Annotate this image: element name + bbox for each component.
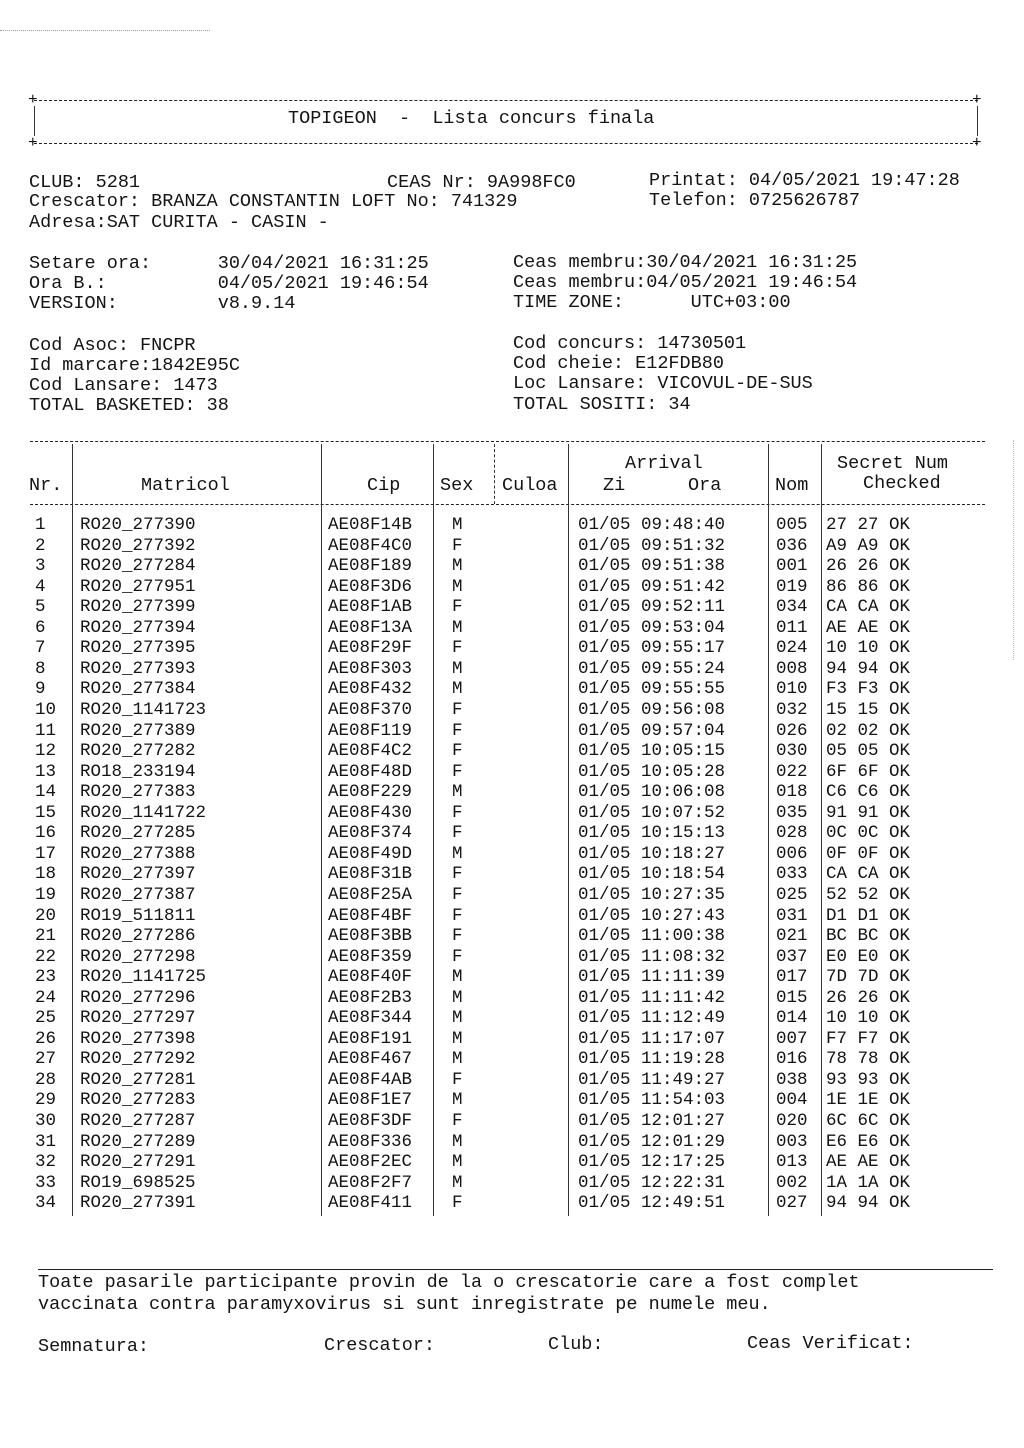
cell-matricol: RO19_511811	[80, 905, 196, 926]
cell-arrival: 01/05 11:00:38	[578, 926, 726, 946]
cell-secret-checked: AE AE OK	[826, 617, 911, 638]
cell-matricol: RO20_277392	[80, 535, 196, 556]
total-arrived: TOTAL SOSITI: 34	[513, 394, 691, 415]
cell-sex: F	[452, 1193, 463, 1214]
title-box-bottom-border	[34, 143, 978, 144]
release-location: Loc Lansare: VICOVUL-DE-SUS	[513, 373, 813, 394]
title-box-left-border	[34, 106, 35, 136]
table-header-separator	[30, 504, 985, 505]
cell-arrival: 01/05 11:19:28	[578, 1049, 726, 1070]
cell-cip: AE08F119	[328, 720, 413, 741]
cell-nr: 16	[35, 823, 57, 844]
cell-nom: 016	[776, 1049, 808, 1070]
cell-nr: 8	[35, 658, 46, 679]
cell-matricol: RO20_277283	[80, 1090, 196, 1111]
cell-arrival: 01/05 11:54:03	[578, 1090, 726, 1111]
cell-arrival: 01/05 11:49:27	[578, 1069, 726, 1090]
cell-cip: AE08F229	[328, 782, 413, 803]
cell-arrival: 01/05 09:56:08	[578, 700, 726, 720]
cell-cip: AE08F1E7	[328, 1090, 413, 1111]
cell-secret-checked: D1 D1 OK	[826, 905, 911, 926]
table-top-border	[30, 441, 985, 442]
cell-secret-checked: 0F 0F OK	[826, 843, 911, 864]
page-title: TOPIGEON - Lista concurs finala	[288, 108, 655, 129]
cell-nr: 1	[35, 515, 46, 535]
cell-sex: F	[452, 1069, 463, 1090]
cell-nom: 025	[776, 884, 808, 905]
footer-separator	[38, 1269, 993, 1270]
header-matricol: Matricol	[141, 475, 230, 496]
cell-secret-checked: CA CA OK	[826, 864, 911, 885]
cell-matricol: RO20_277390	[80, 515, 196, 535]
cell-arrival: 01/05 10:27:43	[578, 905, 726, 926]
cell-sex: F	[452, 720, 463, 741]
cell-nom: 013	[776, 1152, 808, 1173]
cell-cip: AE08F374	[328, 823, 413, 844]
header-secret-num: Secret Num	[837, 453, 949, 474]
cell-sex: F	[452, 597, 463, 618]
cell-nom: 037	[776, 946, 808, 967]
cell-nr: 26	[35, 1028, 57, 1049]
cell-nom: 019	[776, 576, 808, 597]
header-zi: Zi	[603, 475, 626, 496]
cell-nr: 5	[35, 597, 46, 618]
cell-matricol: RO20_277296	[80, 987, 196, 1008]
cell-matricol: RO20_1141723	[80, 700, 207, 720]
cell-arrival: 01/05 10:27:35	[578, 884, 726, 905]
cell-nr: 18	[35, 864, 57, 885]
cell-sex: F	[452, 1111, 463, 1131]
cell-secret-checked: 15 15 OK	[826, 700, 911, 720]
cell-secret-checked: F7 F7 OK	[826, 1028, 911, 1049]
cell-sex: F	[452, 905, 463, 926]
address: Adresa:SAT CURITA - CASIN -	[29, 212, 329, 233]
cell-secret-checked: F3 F3 OK	[826, 679, 911, 700]
corner-plus: +	[28, 134, 38, 152]
cell-nom: 028	[776, 823, 808, 844]
cell-secret-checked: 0C 0C OK	[826, 823, 911, 844]
header-nom: Nom	[775, 475, 809, 496]
cell-sex: M	[452, 515, 463, 535]
cell-nr: 31	[35, 1131, 57, 1152]
cell-secret-checked: 7D 7D OK	[826, 967, 911, 988]
cell-sex: F	[452, 535, 463, 556]
cell-nom: 031	[776, 905, 808, 926]
header-ora: Ora	[688, 475, 722, 496]
cell-nom: 007	[776, 1028, 808, 1049]
cell-cip: AE08F3BB	[328, 926, 413, 946]
cell-arrival: 01/05 10:18:27	[578, 843, 726, 864]
title-box-right-border	[977, 106, 978, 136]
clock-set-time: Setare ora: 30/04/2021 16:31:25	[29, 253, 429, 274]
cell-secret-checked: 27 27 OK	[826, 515, 911, 535]
cell-sex: F	[452, 926, 463, 946]
cell-nr: 12	[35, 741, 57, 761]
cell-cip: AE08F4AB	[328, 1069, 413, 1090]
cell-cip: AE08F3D6	[328, 576, 413, 597]
cell-matricol: RO20_277388	[80, 843, 196, 864]
software-version: VERSION: v8.9.14	[29, 293, 296, 314]
cell-matricol: RO20_277951	[80, 576, 196, 597]
cell-cip: AE08F344	[328, 1008, 413, 1029]
cell-arrival: 01/05 09:53:04	[578, 617, 726, 638]
cell-arrival: 01/05 10:18:54	[578, 864, 726, 885]
cell-nr: 13	[35, 761, 57, 782]
col-divider	[72, 444, 73, 1216]
cell-secret-checked: 52 52 OK	[826, 884, 911, 905]
marking-id: Id marcare:1842E95C	[29, 355, 240, 376]
cell-arrival: 01/05 11:12:49	[578, 1008, 726, 1029]
phone-number: Telefon: 0725626787	[649, 190, 860, 211]
cell-arrival: 01/05 10:15:13	[578, 823, 726, 844]
cell-matricol: RO20_277282	[80, 741, 196, 761]
cell-matricol: RO20_277394	[80, 617, 196, 638]
cell-nr: 11	[35, 720, 57, 741]
cell-secret-checked: 26 26 OK	[826, 556, 911, 577]
cell-sex: M	[452, 782, 463, 803]
header-arrival: Arrival	[625, 453, 703, 474]
header-checked: Checked	[863, 473, 941, 494]
cell-nr: 9	[35, 679, 46, 700]
cell-matricol: RO20_277289	[80, 1131, 196, 1152]
cell-nom: 015	[776, 987, 808, 1008]
total-basketed: TOTAL BASKETED: 38	[29, 395, 229, 416]
cell-secret-checked: 93 93 OK	[826, 1069, 911, 1090]
cell-nr: 3	[35, 556, 46, 577]
cell-sex: F	[452, 864, 463, 885]
cell-arrival: 01/05 09:57:04	[578, 720, 726, 741]
cell-nr: 10	[35, 700, 57, 720]
cell-secret-checked: 94 94 OK	[826, 1193, 911, 1214]
cell-nom: 014	[776, 1008, 808, 1029]
cell-sex: F	[452, 946, 463, 967]
cell-matricol: RO20_1141722	[80, 802, 207, 823]
cell-arrival: 01/05 09:51:38	[578, 556, 726, 577]
cell-cip: AE08F191	[328, 1028, 413, 1049]
cell-arrival: 01/05 09:51:32	[578, 535, 726, 556]
cell-cip: AE08F359	[328, 946, 413, 967]
breeder-signature-label: Crescator:	[324, 1335, 436, 1356]
cell-nom: 017	[776, 967, 808, 988]
cell-arrival: 01/05 09:51:42	[578, 576, 726, 597]
cell-nr: 22	[35, 946, 57, 967]
cell-arrival: 01/05 11:11:42	[578, 987, 726, 1008]
cell-matricol: RO20_277384	[80, 679, 196, 700]
cell-nom: 006	[776, 843, 808, 864]
cell-matricol: RO20_277398	[80, 1028, 196, 1049]
breeder-loft: Crescator: BRANZA CONSTANTIN LOFT No: 741329	[29, 191, 518, 212]
cell-arrival: 01/05 11:11:39	[578, 967, 726, 988]
cell-cip: AE08F430	[328, 802, 413, 823]
cell-secret-checked: CA CA OK	[826, 597, 911, 618]
race-code: Cod concurs: 14730501	[513, 333, 747, 354]
member-clock-1: Ceas membru:30/04/2021 16:31:25	[513, 252, 858, 273]
release-code: Cod Lansare: 1473	[29, 375, 218, 396]
cell-nr: 27	[35, 1049, 57, 1070]
key-code: Cod cheie: E12FDB80	[513, 353, 724, 374]
cell-arrival: 01/05 12:17:25	[578, 1152, 726, 1173]
corner-plus: +	[28, 91, 38, 109]
col-divider	[568, 444, 569, 1216]
cell-nom: 024	[776, 638, 808, 659]
cell-matricol: RO20_277395	[80, 638, 196, 659]
cell-cip: AE08F370	[328, 700, 413, 720]
cell-secret-checked: E6 E6 OK	[826, 1131, 911, 1152]
cell-matricol: RO19_698525	[80, 1172, 196, 1193]
header-sex: Sex	[440, 475, 474, 496]
cell-cip: AE08F29F	[328, 638, 413, 659]
cell-cip: AE08F4C2	[328, 741, 413, 761]
cell-nr: 14	[35, 782, 57, 803]
cell-sex: M	[452, 1131, 463, 1152]
cell-cip: AE08F1AB	[328, 597, 413, 618]
cell-nr: 15	[35, 802, 57, 823]
cell-nr: 28	[35, 1069, 57, 1090]
cell-matricol: RO20_277287	[80, 1111, 196, 1131]
header-cip: Cip	[367, 475, 401, 496]
cell-matricol: RO20_277391	[80, 1193, 196, 1214]
cell-sex: M	[452, 967, 463, 988]
cell-nr: 17	[35, 843, 57, 864]
cell-nr: 23	[35, 967, 57, 988]
cell-matricol: RO20_277286	[80, 926, 196, 946]
cell-cip: AE08F2EC	[328, 1152, 413, 1173]
cell-nr: 7	[35, 638, 46, 659]
cell-matricol: RO20_277292	[80, 1049, 196, 1070]
cell-cip: AE08F40F	[328, 967, 413, 988]
cell-matricol: RO20_277387	[80, 884, 196, 905]
cell-matricol: RO20_277291	[80, 1152, 196, 1173]
cell-sex: F	[452, 700, 463, 720]
cell-cip: AE08F14B	[328, 515, 413, 535]
cell-nr: 29	[35, 1090, 57, 1111]
col-divider	[321, 444, 322, 1216]
cell-arrival: 01/05 10:07:52	[578, 802, 726, 823]
signature-label: Semnatura:	[38, 1336, 150, 1357]
cell-cip: AE08F411	[328, 1193, 413, 1214]
cell-nom: 036	[776, 535, 808, 556]
cell-nom: 026	[776, 720, 808, 741]
ora-b: Ora B.: 04/05/2021 19:46:54	[29, 273, 429, 294]
cell-arrival: 01/05 10:05:28	[578, 761, 726, 782]
cell-nom: 002	[776, 1172, 808, 1193]
cell-secret-checked: 05 05 OK	[826, 741, 911, 761]
cell-arrival: 01/05 12:22:31	[578, 1172, 726, 1193]
cell-secret-checked: 26 26 OK	[826, 987, 911, 1008]
cell-sex: F	[452, 884, 463, 905]
cell-nr: 2	[35, 535, 46, 556]
cell-secret-checked: 10 10 OK	[826, 638, 911, 659]
scan-right-edge-mark	[1013, 440, 1015, 660]
cell-cip: AE08F432	[328, 679, 413, 700]
cell-secret-checked: 6F 6F OK	[826, 761, 911, 782]
cell-secret-checked: A9 A9 OK	[826, 535, 911, 556]
cell-sex: M	[452, 658, 463, 679]
cell-arrival: 01/05 12:01:27	[578, 1111, 726, 1131]
cell-nr: 32	[35, 1152, 57, 1173]
cell-nom: 003	[776, 1131, 808, 1152]
title-box-top-border	[34, 100, 978, 101]
cell-secret-checked: 86 86 OK	[826, 576, 911, 597]
cell-matricol: RO20_277393	[80, 658, 196, 679]
cell-nom: 030	[776, 741, 808, 761]
cell-sex: M	[452, 1090, 463, 1111]
cell-matricol: RO20_277383	[80, 782, 196, 803]
cell-nom: 033	[776, 864, 808, 885]
cell-cip: AE08F4BF	[328, 905, 413, 926]
cell-nom: 005	[776, 515, 808, 535]
cell-secret-checked: E0 E0 OK	[826, 946, 911, 967]
cell-matricol: RO20_277297	[80, 1008, 196, 1029]
cell-cip: AE08F303	[328, 658, 413, 679]
cell-cip: AE08F4C0	[328, 535, 413, 556]
cell-arrival: 01/05 12:01:29	[578, 1131, 726, 1152]
cell-secret-checked: 1E 1E OK	[826, 1090, 911, 1111]
cell-cip: AE08F25A	[328, 884, 413, 905]
clock-verified-label: Ceas Verificat:	[747, 1333, 914, 1354]
cell-nom: 035	[776, 802, 808, 823]
cell-sex: M	[452, 1028, 463, 1049]
printed-datetime: Printat: 04/05/2021 19:47:28	[649, 170, 960, 191]
cell-nom: 008	[776, 658, 808, 679]
cell-nr: 20	[35, 905, 57, 926]
cell-nr: 25	[35, 1008, 57, 1029]
cell-cip: AE08F13A	[328, 617, 413, 638]
cell-matricol: RO18_233194	[80, 761, 196, 782]
club-number: CLUB: 5281	[29, 172, 141, 193]
cell-cip: AE08F336	[328, 1131, 413, 1152]
club-signature-label: Club:	[548, 1334, 604, 1355]
cell-secret-checked: 94 94 OK	[826, 658, 911, 679]
cell-secret-checked: 6C 6C OK	[826, 1111, 911, 1131]
cell-nom: 038	[776, 1069, 808, 1090]
time-zone: TIME ZONE: UTC+03:00	[513, 292, 791, 313]
cell-nr: 6	[35, 617, 46, 638]
cell-nr: 21	[35, 926, 57, 946]
clock-number: CEAS Nr: 9A998FC0	[387, 172, 576, 193]
cell-cip: AE08F2F7	[328, 1172, 413, 1193]
cell-arrival: 01/05 09:48:40	[578, 515, 726, 535]
cell-arrival: 01/05 09:55:17	[578, 638, 726, 659]
col-divider	[494, 444, 495, 504]
cell-cip: AE08F49D	[328, 843, 413, 864]
cell-sex: F	[452, 741, 463, 761]
cell-sex: M	[452, 556, 463, 577]
cell-arrival: 01/05 09:55:55	[578, 679, 726, 700]
cell-nr: 34	[35, 1193, 57, 1214]
cell-cip: AE08F467	[328, 1049, 413, 1070]
cell-matricol: RO20_277285	[80, 823, 196, 844]
cell-nr: 19	[35, 884, 57, 905]
cell-arrival: 01/05 10:05:15	[578, 741, 726, 761]
cell-sex: M	[452, 1152, 463, 1173]
cell-arrival: 01/05 09:52:11	[578, 597, 726, 618]
cell-cip: AE08F3DF	[328, 1111, 413, 1131]
cell-cip: AE08F189	[328, 556, 413, 577]
cell-secret-checked: BC BC OK	[826, 926, 911, 946]
cell-nr: 24	[35, 987, 57, 1008]
cell-arrival: 01/05 12:49:51	[578, 1193, 726, 1214]
cell-secret-checked: C6 C6 OK	[826, 782, 911, 803]
cell-nom: 022	[776, 761, 808, 782]
cell-arrival: 01/05 09:55:24	[578, 658, 726, 679]
cell-sex: M	[452, 987, 463, 1008]
cell-nr: 33	[35, 1172, 57, 1193]
cell-cip: AE08F31B	[328, 864, 413, 885]
cell-nr: 30	[35, 1111, 57, 1131]
vaccination-statement-line-2: vaccinata contra paramyxovirus si sunt inregistrate pe numele meu.	[38, 1294, 771, 1315]
cell-secret-checked: AE AE OK	[826, 1152, 911, 1173]
cell-matricol: RO20_277298	[80, 946, 196, 967]
cell-secret-checked: 1A 1A OK	[826, 1172, 911, 1193]
cell-matricol: RO20_277397	[80, 864, 196, 885]
cell-nr: 4	[35, 576, 46, 597]
cell-secret-checked: 91 91 OK	[826, 802, 911, 823]
cell-nom: 001	[776, 556, 808, 577]
association-code: Cod Asoc: FNCPR	[29, 335, 196, 356]
corner-plus: +	[972, 134, 982, 152]
scan-top-dotted-line	[0, 30, 210, 31]
cell-sex: M	[452, 843, 463, 864]
cell-cip: AE08F48D	[328, 761, 413, 782]
cell-sex: F	[452, 823, 463, 844]
cell-sex: F	[452, 802, 463, 823]
member-clock-2: Ceas membru:04/05/2021 19:46:54	[513, 272, 858, 293]
cell-sex: M	[452, 1008, 463, 1029]
cell-nom: 004	[776, 1090, 808, 1111]
cell-nom: 011	[776, 617, 808, 638]
cell-matricol: RO20_277281	[80, 1069, 196, 1090]
cell-arrival: 01/05 11:17:07	[578, 1028, 726, 1049]
cell-sex: M	[452, 1049, 463, 1070]
cell-sex: M	[452, 576, 463, 597]
cell-secret-checked: 02 02 OK	[826, 720, 911, 741]
cell-sex: M	[452, 1172, 463, 1193]
cell-nom: 018	[776, 782, 808, 803]
cell-sex: F	[452, 761, 463, 782]
vaccination-statement-line-1: Toate pasarile participante provin de la o crescatorie care a fost complet	[38, 1272, 860, 1293]
cell-nom: 027	[776, 1193, 808, 1214]
cell-nom: 020	[776, 1111, 808, 1131]
cell-arrival: 01/05 11:08:32	[578, 946, 726, 967]
cell-nom: 034	[776, 597, 808, 618]
header-nr: Nr.	[29, 475, 63, 496]
cell-secret-checked: 78 78 OK	[826, 1049, 911, 1070]
col-divider	[768, 444, 769, 1216]
cell-arrival: 01/05 10:06:08	[578, 782, 726, 803]
cell-secret-checked: 10 10 OK	[826, 1008, 911, 1029]
cell-matricol: RO20_277389	[80, 720, 196, 741]
cell-matricol: RO20_1141725	[80, 967, 207, 988]
cell-matricol: RO20_277284	[80, 556, 196, 577]
col-divider	[433, 444, 434, 1216]
corner-plus: +	[972, 91, 982, 109]
cell-cip: AE08F2B3	[328, 987, 413, 1008]
col-divider	[821, 444, 822, 1216]
cell-nom: 010	[776, 679, 808, 700]
cell-nom: 032	[776, 700, 808, 720]
cell-sex: M	[452, 617, 463, 638]
cell-sex: F	[452, 638, 463, 659]
cell-matricol: RO20_277399	[80, 597, 196, 618]
header-culoa: Culoa	[502, 475, 558, 496]
cell-sex: M	[452, 679, 463, 700]
cell-nom: 021	[776, 926, 808, 946]
